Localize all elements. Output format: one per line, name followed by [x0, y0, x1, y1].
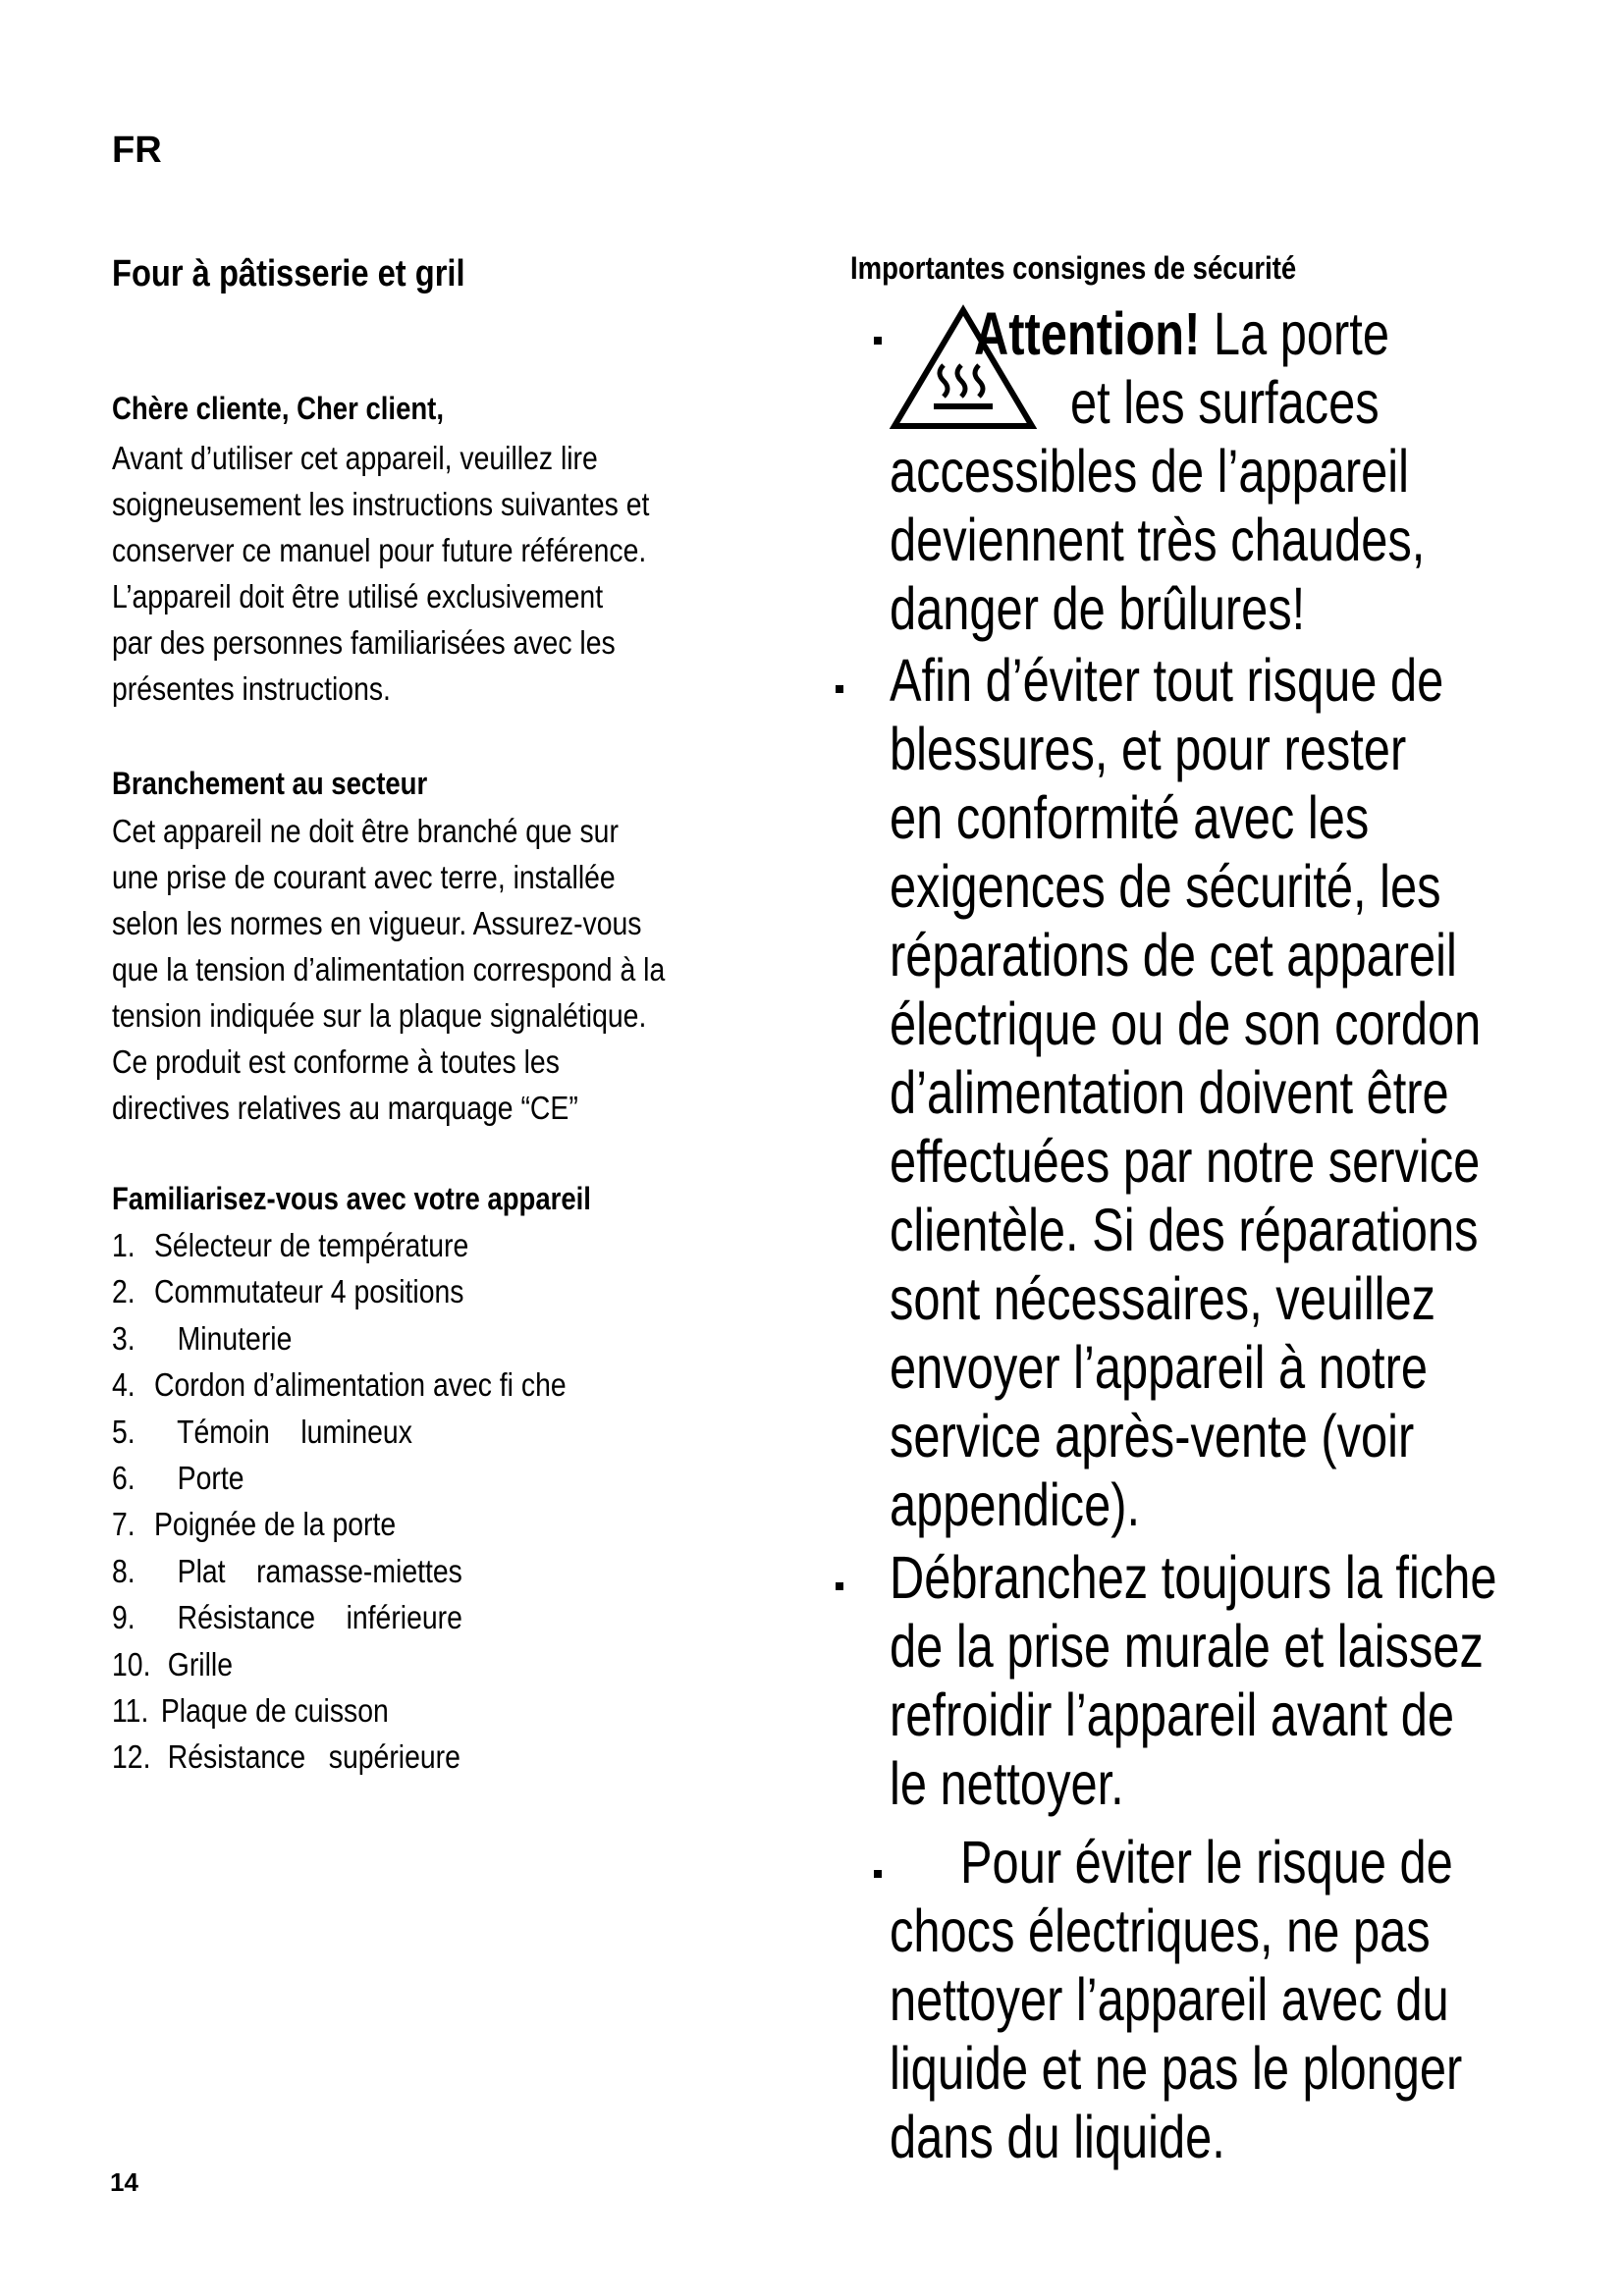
attention-rest: La porte: [1200, 300, 1390, 367]
mains-line: Cet appareil ne doit être branché que sur: [112, 813, 619, 849]
mains-line: que la tension d’alimentation correspond à la: [112, 951, 666, 988]
bullet: [874, 1870, 882, 1878]
bullet: [836, 685, 843, 693]
list-item: 5. Témoin lumineux: [112, 1413, 412, 1450]
safety-line: clientèle. Si des réparations: [890, 1197, 1479, 1263]
safety-heading: Importantes consignes de sécurité: [850, 250, 1297, 286]
list-item: 11. Plaque de cuisson: [112, 1691, 389, 1729]
safety-line: nettoyer l’appareil avec du: [890, 1966, 1449, 2033]
greeting-text: [112, 435, 737, 712]
parts-heading: Familiarisez-vous avec votre appareil: [112, 1181, 591, 1216]
safety-line: accessibles de l’appareil: [890, 438, 1409, 505]
list-item: 12. Résistance supérieure: [112, 1738, 460, 1776]
safety-line: de la prise murale et laissez: [890, 1613, 1484, 1680]
greeting-line: L’appareil doit être utilisé exclusivement: [112, 578, 604, 614]
safety-line: effectuées par notre service: [890, 1128, 1481, 1195]
attention-line: [974, 299, 1389, 368]
greeting-line: présentes instructions.: [112, 670, 391, 707]
safety-line: danger de brûlures!: [890, 575, 1306, 642]
attention-word: Attention!: [974, 300, 1201, 367]
list-item: 4. Cordon d’alimentation avec fi che: [112, 1366, 567, 1404]
safety-line: liquide et ne pas le plonger: [890, 2035, 1463, 2102]
list-item: 2. Commutateur 4 positions: [112, 1273, 464, 1310]
safety-line: refroidir l’appareil avant de: [890, 1682, 1455, 1748]
mains-text: [112, 808, 755, 1131]
bullet: [874, 337, 882, 345]
list-item: 3. Minuterie: [112, 1319, 293, 1357]
parts-section: [112, 1181, 669, 1217]
list-item: 6. Porte: [112, 1459, 244, 1496]
safety-line: service après-vente (voir: [890, 1403, 1415, 1469]
safety-line: le nettoyer.: [890, 1750, 1124, 1817]
safety-line: et les surfaces: [1070, 369, 1380, 436]
mains-line: Ce produit est conforme à toutes les: [112, 1043, 560, 1080]
page-title: Four à pâtisserie et gril: [112, 253, 465, 294]
list-item: 10. Grille: [112, 1645, 233, 1682]
greeting-heading: Chère cliente, Cher client,: [112, 391, 444, 426]
mains-line: tension indiquée sur la plaque signalétique.: [112, 997, 647, 1034]
safety-line: réparations de cet appareil: [890, 922, 1457, 988]
safety-line: chocs électriques, ne pas: [890, 1897, 1431, 1964]
list-item: 1. Sélecteur de température: [112, 1227, 469, 1263]
safety-line: exigences de sécurité, les: [890, 853, 1441, 920]
safety-line: appendice).: [890, 1471, 1141, 1538]
mains-section: [112, 766, 478, 802]
safety-line: deviennent très chaudes,: [890, 507, 1426, 573]
safety-line: d’alimentation doivent être: [890, 1059, 1449, 1126]
language-tag: FR: [112, 130, 162, 171]
parts-list: [112, 1222, 640, 1781]
safety-line: envoyer l’appareil à notre: [890, 1334, 1428, 1401]
bullet: [836, 1582, 843, 1590]
safety-line: Afin d’éviter tout risque de: [890, 647, 1444, 714]
mains-line: une prise de courant avec terre, installée: [112, 859, 616, 895]
page-number: 14: [110, 2167, 138, 2197]
mains-line: directives relatives au marquage “CE”: [112, 1090, 578, 1126]
safety-line: électrique ou de son cordon: [890, 990, 1482, 1057]
safety-line: Débranchez toujours la fiche: [890, 1544, 1497, 1611]
safety-line: en conformité avec les: [890, 784, 1370, 851]
safety-line: blessures, et pour rester: [890, 716, 1407, 782]
greeting-line: par des personnes familiarisées avec les: [112, 624, 616, 661]
greeting-line: soigneusement les instructions suivantes et: [112, 486, 650, 522]
safety-line: dans du liquide.: [890, 2104, 1225, 2170]
list-item: 7. Poignée de la porte: [112, 1506, 397, 1543]
list-item: 8. Plat ramasse-miettes: [112, 1552, 462, 1589]
greeting-section: [112, 391, 498, 427]
safety-line: Pour éviter le risque de: [960, 1829, 1453, 1896]
list-item: 9. Résistance inférieure: [112, 1599, 462, 1636]
greeting-line: conserver ce manuel pour future référence.: [112, 532, 647, 568]
mains-heading: Branchement au secteur: [112, 766, 428, 801]
greeting-line: Avant d’utiliser cet appareil, veuillez lire: [112, 440, 598, 476]
safety-line: sont nécessaires, veuillez: [890, 1265, 1436, 1332]
mains-line: selon les normes en vigueur. Assurez-vous: [112, 905, 642, 941]
